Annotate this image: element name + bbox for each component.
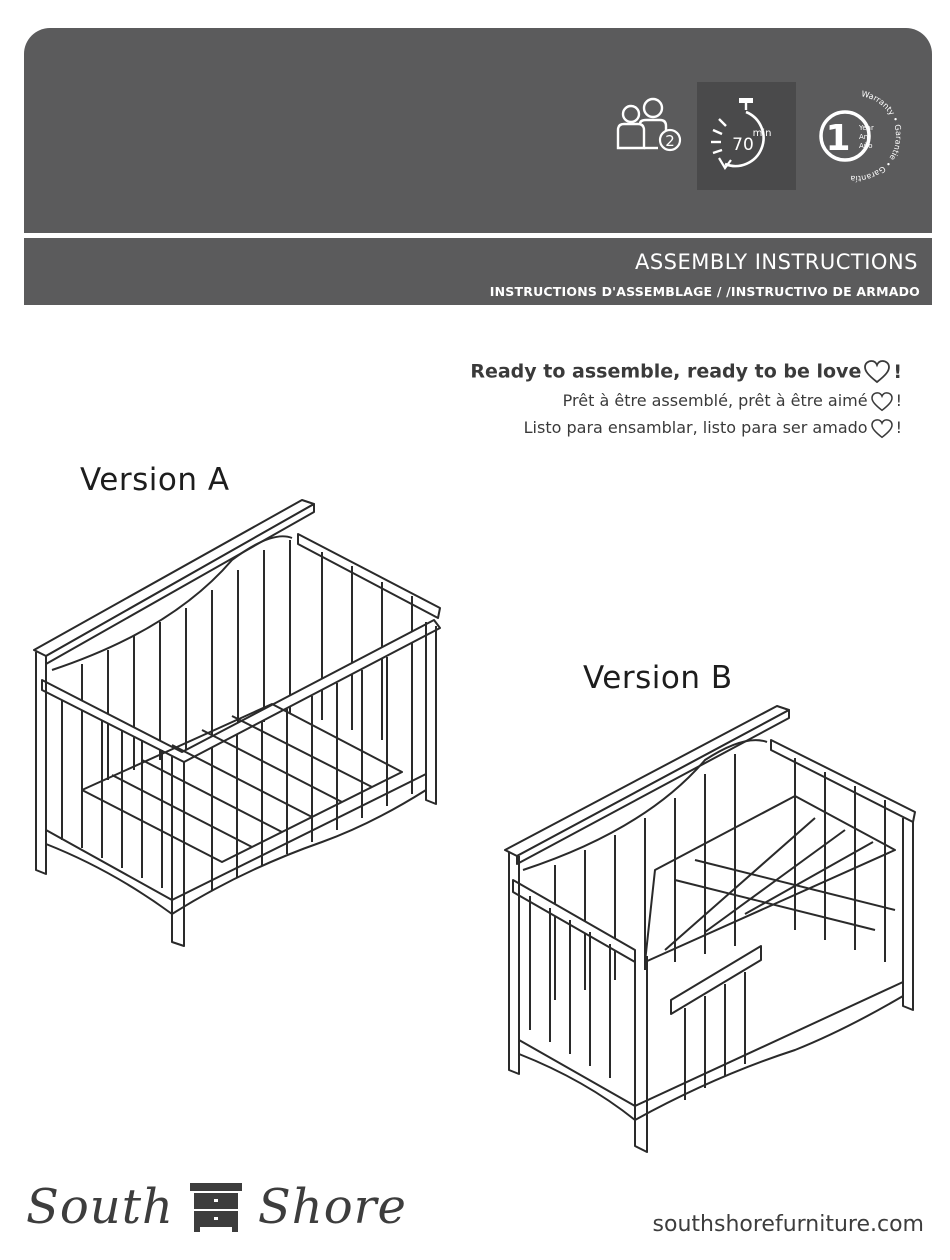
tagline-english	[470, 360, 902, 384]
brand-left-word: South	[26, 1179, 174, 1235]
timer-icon	[697, 82, 796, 190]
tagline-spanish-suffix: !	[895, 418, 902, 437]
tagline-spanish-text: Listo para ensamblar, listo para ser amado	[523, 418, 868, 437]
page-subtitle: INSTRUCTIONS D'ASSEMBLAGE / /INSTRUCTIVO DE ARMADO	[489, 284, 920, 299]
title-bar	[24, 238, 932, 305]
tagline-french	[563, 391, 902, 412]
tagline-french-text: Prêt à être assemblé, prêt à être aimé	[562, 391, 868, 410]
nightstand-logo-icon	[188, 1181, 244, 1233]
tagline-french-suffix: !	[895, 391, 902, 410]
tagline-english-text: Ready to assemble, ready to be love	[470, 360, 862, 383]
warranty-number: 1	[825, 118, 851, 159]
warranty-year-en: Year	[859, 124, 874, 132]
page-title: ASSEMBLY INSTRUCTIONS	[634, 250, 918, 274]
tagline-english-suffix: !	[893, 360, 902, 383]
timer-value: 70	[732, 135, 754, 155]
timer-unit: min	[752, 128, 772, 139]
warranty-year-fr: An	[859, 133, 869, 141]
heart-icon	[864, 360, 890, 384]
crib-version-a-illustration	[22, 490, 452, 950]
warranty-year-es: Año	[859, 142, 873, 150]
warranty-badge-icon	[805, 82, 907, 190]
version-b-label: Version B	[583, 660, 733, 696]
people-icon	[610, 92, 690, 162]
heart-icon	[871, 419, 893, 439]
warranty-ring-text: Warranty • Garantie • Garantía	[850, 89, 904, 184]
website-link[interactable]: southshorefurniture.com	[652, 1212, 924, 1237]
crib-version-b-illustration	[495, 700, 925, 1160]
version-a-label: Version A	[80, 462, 230, 498]
heart-icon	[871, 392, 893, 412]
people-count: 2	[665, 132, 675, 150]
tagline-spanish	[524, 418, 902, 439]
south-shore-logo	[26, 1172, 426, 1242]
brand-right-word: Shore	[257, 1179, 407, 1235]
